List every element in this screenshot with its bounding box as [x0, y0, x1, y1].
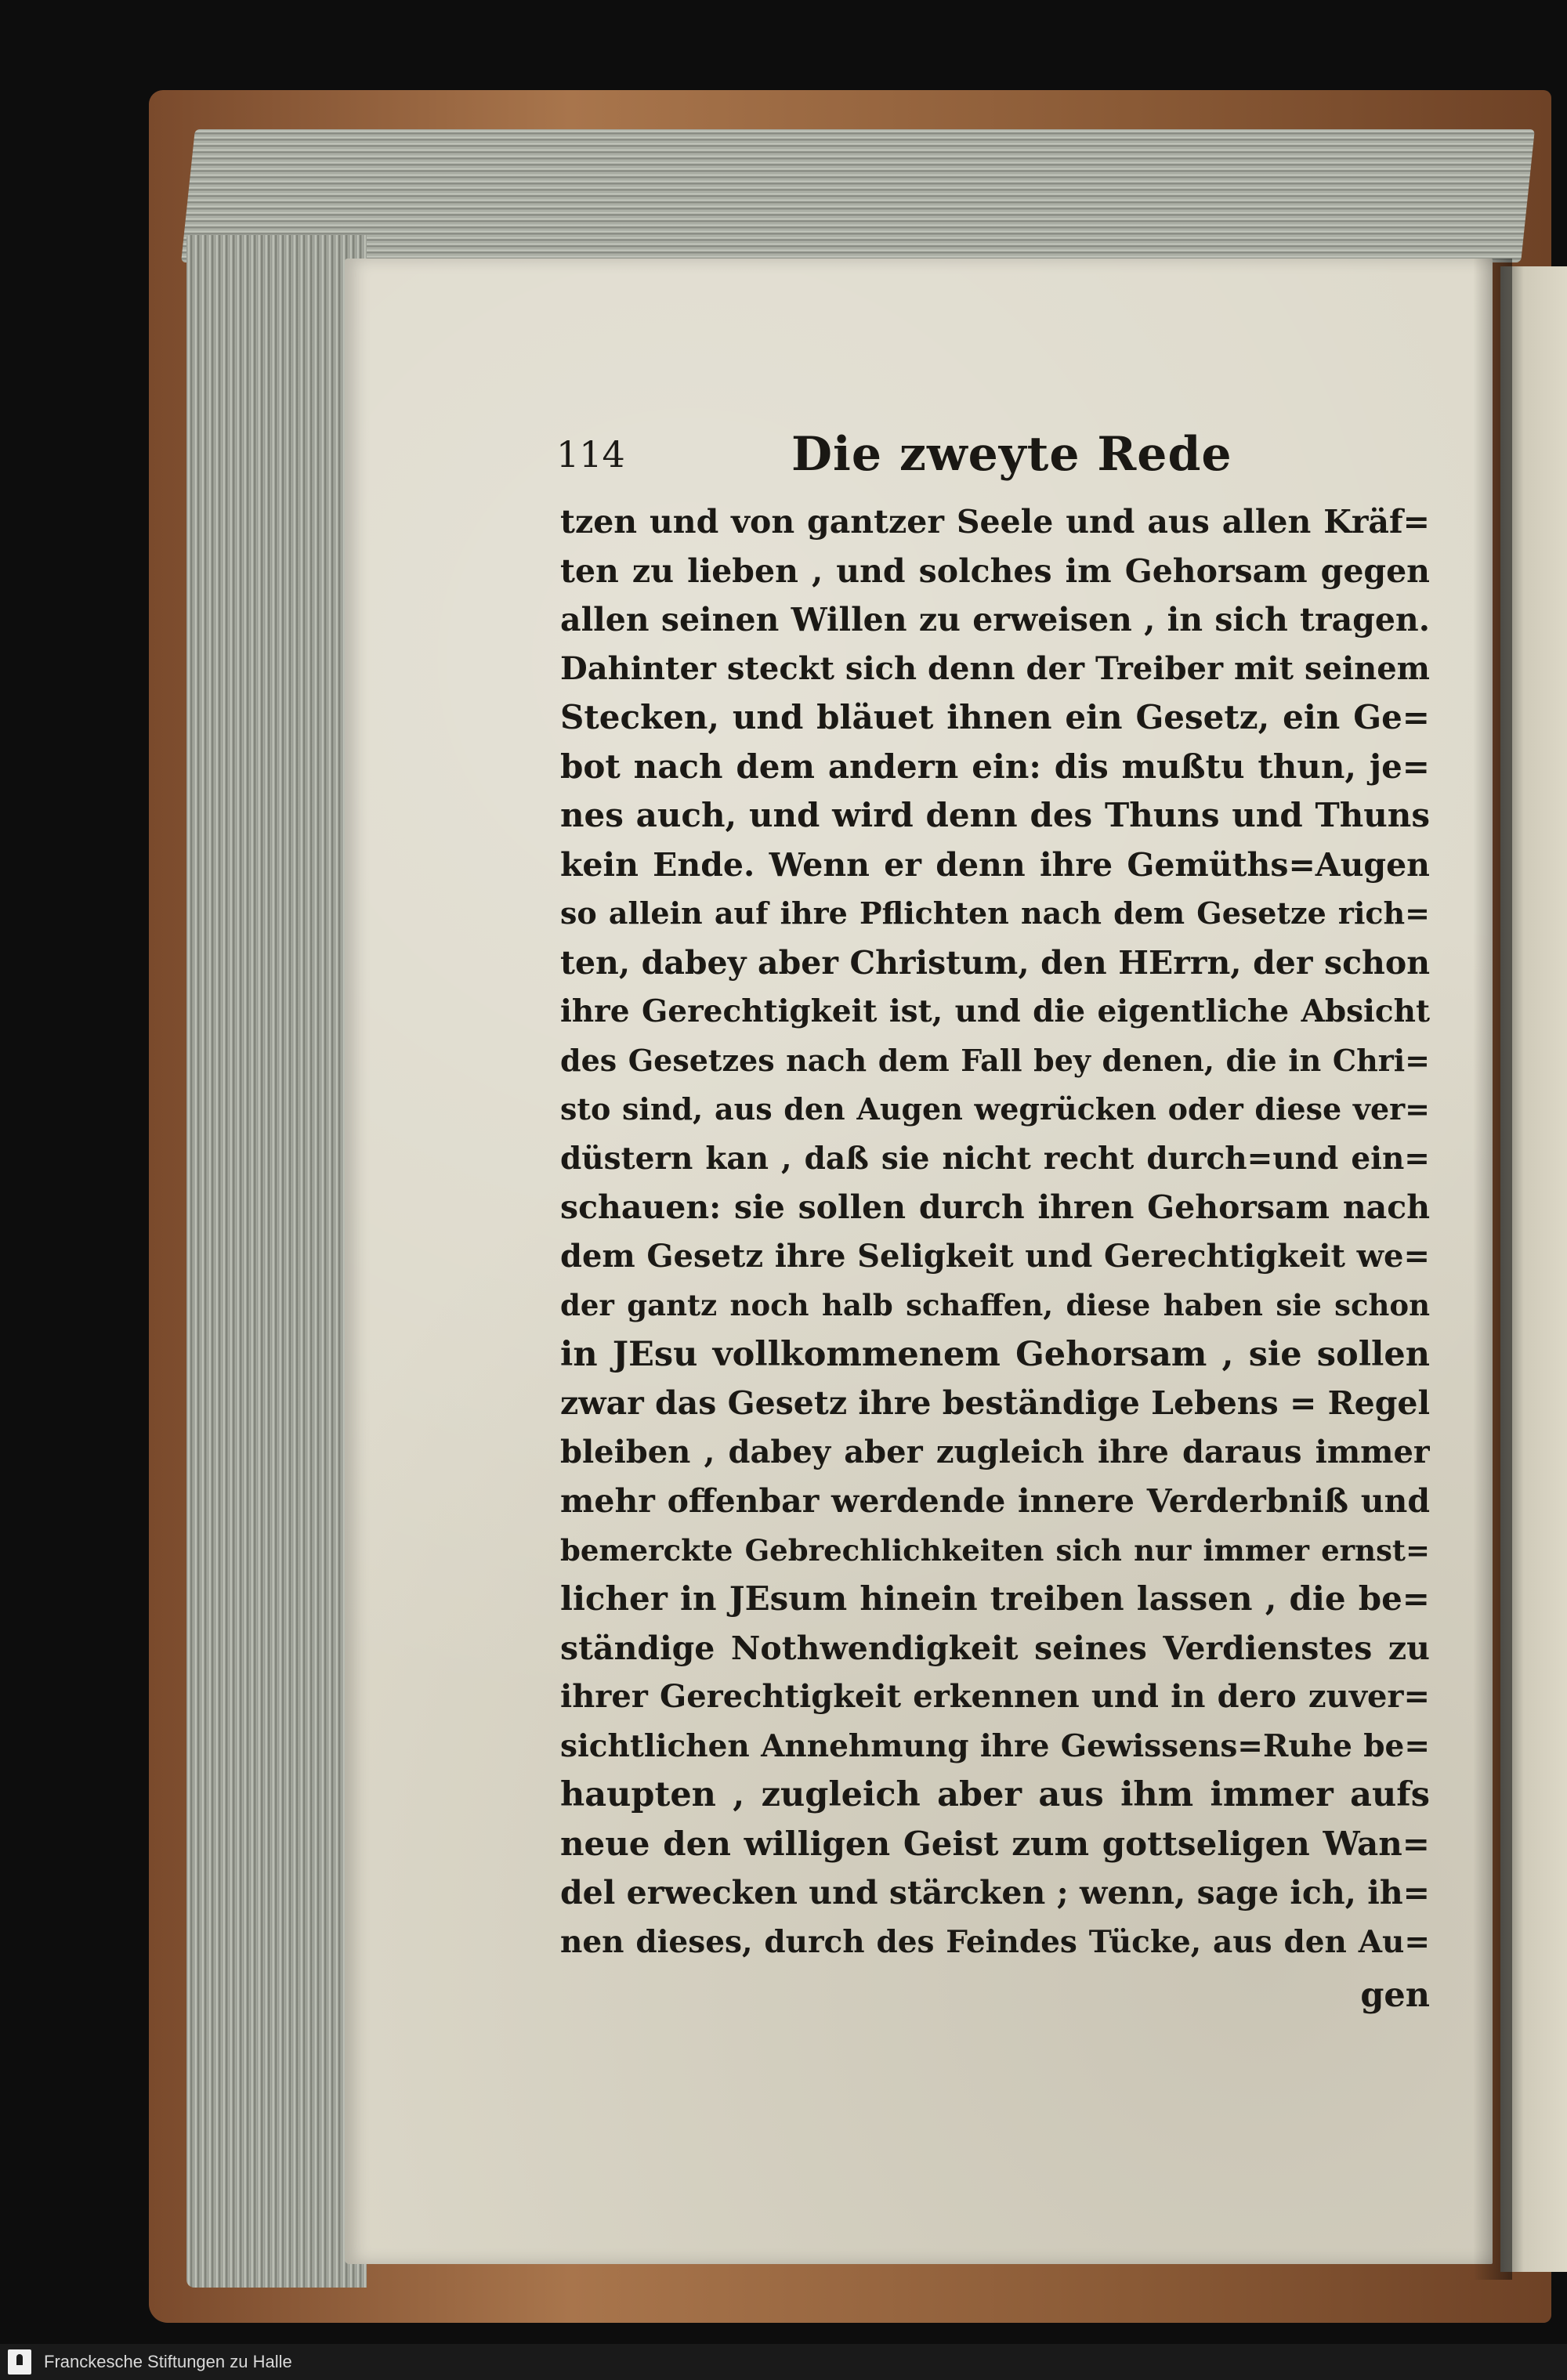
text-line: tzen und von gantzer Seele und aus allen Kräf= [560, 503, 1430, 541]
text-line: bot nach dem andern ein: dis mußtu thun, je= [560, 747, 1430, 786]
body-text [560, 497, 1430, 2020]
text-line: kein Ende. Wenn er denn ihre Gemüths=Augen [560, 845, 1430, 884]
text-line: bleiben , dabey aber zugleich ihre daraus immer [560, 1433, 1430, 1470]
text-line: dem Gesetz ihre Seligkeit und Gerechtigkeit we= [560, 1237, 1430, 1275]
text-line: ten, dabey aber Christum, den HErrn, der schon [560, 943, 1430, 982]
text-line: ten zu lieben , und solches im Gehorsam gegen [560, 552, 1430, 590]
footer-credit: Franckesche Stiftungen zu Halle [44, 2352, 292, 2371]
text-line: nes auch, und wird denn des Thuns und Thuns [560, 796, 1430, 834]
text-line: mehr offenbar werdende innere Verderbniß und [560, 1482, 1430, 1520]
page-edges-top [181, 129, 1535, 262]
text-line: del erwecken und stärcken ; wenn, sage ich, ih= [560, 1874, 1430, 1912]
text-line: Dahinter steckt sich denn der Treiber mit seinem [560, 649, 1430, 687]
running-head-title: Die zweyte Rede [791, 427, 1232, 482]
page-edges-left [186, 235, 367, 2288]
text-line: so allein auf ihre Pflichten nach dem Gesetze rich= [560, 895, 1430, 931]
catchword: gen [1360, 1976, 1430, 2015]
institution-logo-icon [8, 2349, 31, 2375]
book-page [345, 259, 1493, 2264]
text-line: haupten , zugleich aber aus ihm immer aufs [560, 1775, 1430, 1814]
text-line: licher in JEsum hinein treiben lassen , die be= [560, 1579, 1430, 1618]
text-line: des Gesetzes nach dem Fall bey denen, die in Chri= [560, 1042, 1430, 1078]
running-head [556, 427, 1418, 490]
text-line: ständige Nothwendigkeit seines Verdienstes zu [560, 1629, 1430, 1667]
text-line: zwar das Gesetz ihre beständige Lebens = Regel [560, 1384, 1430, 1422]
text-line: neue den willigen Geist zum gottseligen Wan= [560, 1824, 1430, 1863]
text-line: ihrer Gerechtigkeit erkennen und in dero zuver= [560, 1678, 1430, 1715]
text-line: allen seinen Willen zu erweisen , in sich tragen. [560, 601, 1430, 638]
page-number: 114 [556, 433, 625, 476]
text-line: sichtlichen Annehmung ihre Gewissens=Ruhe be= [560, 1727, 1430, 1764]
footer-bar [0, 2344, 1567, 2380]
text-line: nen dieses, durch des Feindes Tücke, aus den Au= [560, 1923, 1430, 1960]
text-line: in JEsu vollkommenem Gehorsam , sie sollen [560, 1334, 1430, 1374]
text-line: düstern kan , daß sie nicht recht durch=und ein= [560, 1140, 1430, 1177]
gutter-shadow [1473, 259, 1512, 2280]
text-line: schauen: sie sollen durch ihren Gehorsam nach [560, 1188, 1430, 1226]
text-line: Stecken, und bläuet ihnen ein Gesetz, ein Ge= [560, 698, 1430, 736]
text-line: der gantz noch halb schaffen, diese haben sie schon [560, 1288, 1430, 1322]
text-line: sto sind, aus den Augen wegrücken oder diese ver= [560, 1091, 1430, 1127]
text-line: ihre Gerechtigkeit ist, und die eigentliche Absicht [560, 993, 1430, 1029]
text-line: bemerckte Gebrechlichkeiten sich nur immer ernst= [560, 1532, 1430, 1568]
